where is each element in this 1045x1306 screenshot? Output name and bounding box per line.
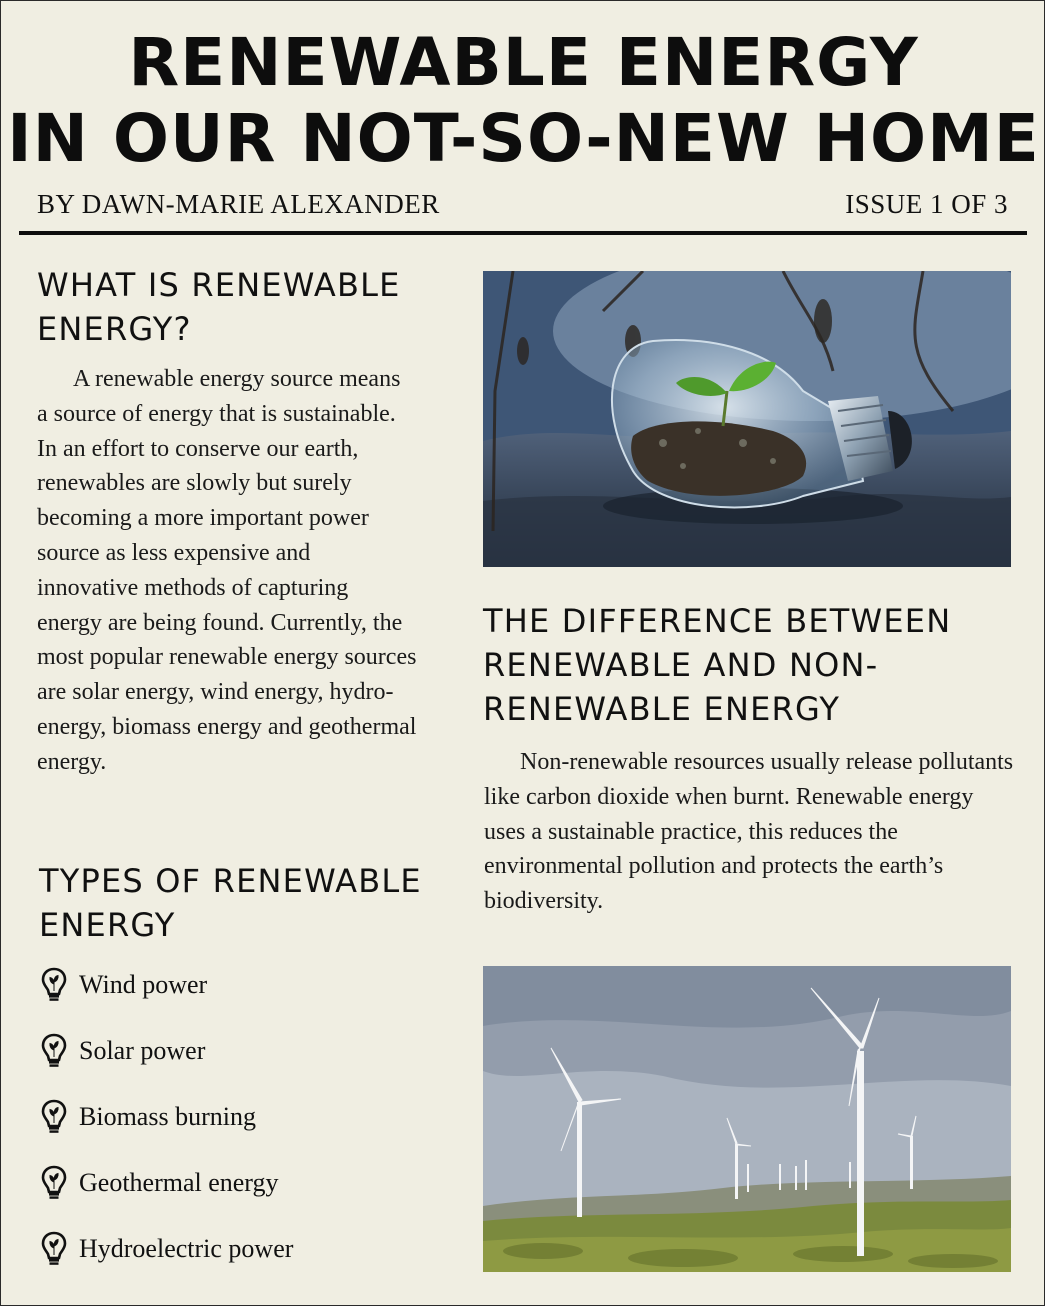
title-line-2: IN OUR NOT-SO-NEW HOME xyxy=(7,100,1040,177)
title-line-1: RENEWABLE ENERGY xyxy=(128,24,919,101)
list-item xyxy=(41,1161,293,1227)
lightbulb-icon xyxy=(41,1029,71,1073)
lightbulb-icon xyxy=(41,1161,71,1205)
lightbulb-icon xyxy=(41,1227,71,1271)
types-list xyxy=(41,963,293,1293)
byline: BY DAWN-MARIE ALEXANDER xyxy=(37,189,440,219)
list-item-label: Wind power xyxy=(79,970,208,999)
section-body-what-is: A renewable energy source means a source of energy that is sustainable. In an effort to conserve our earth, renewables are slowly but surely becoming a more important power source as less expensive and innovative methods of capturing energy are being found. Currently, the most popular renewable energy sources are solar energy, wind energy, hydro-energy, biomass energy and geothermal energy. xyxy=(37,366,417,775)
section-heading-difference: THE DIFFERENCE BETWEEN RENEWABLE AND NON-RENEWABLE ENERGY xyxy=(483,602,952,728)
wind-turbines-photo xyxy=(483,966,1011,1272)
list-item xyxy=(41,1095,293,1161)
page-title xyxy=(1,25,1045,177)
list-item-label: Biomass burning xyxy=(79,1102,256,1131)
section-body-difference: Non-renewable resources usually release pollutants like carbon dioxide when burnt. Renewable energy uses a sustainable practice, this reduces the environmental pollution and protects the earth’s biodiversity. xyxy=(484,749,1014,915)
header-divider xyxy=(19,231,1027,235)
lightbulb-icon xyxy=(41,963,71,1007)
list-item xyxy=(41,1227,293,1293)
section-heading-what-is: WHAT IS RENEWABLE ENERGY? xyxy=(37,266,401,348)
list-item-label: Solar power xyxy=(79,1036,206,1065)
issue-number: ISSUE 1 OF 3 xyxy=(845,189,1008,219)
lightbulb-icon xyxy=(41,1095,71,1139)
lightbulb-with-plant-photo xyxy=(483,271,1011,567)
list-item xyxy=(41,1029,293,1095)
section-heading-types: TYPES OF RENEWABLE ENERGY xyxy=(39,862,422,944)
list-item-label: Geothermal energy xyxy=(79,1168,279,1197)
list-item xyxy=(41,963,293,1029)
list-item-label: Hydroelectric power xyxy=(79,1234,294,1263)
